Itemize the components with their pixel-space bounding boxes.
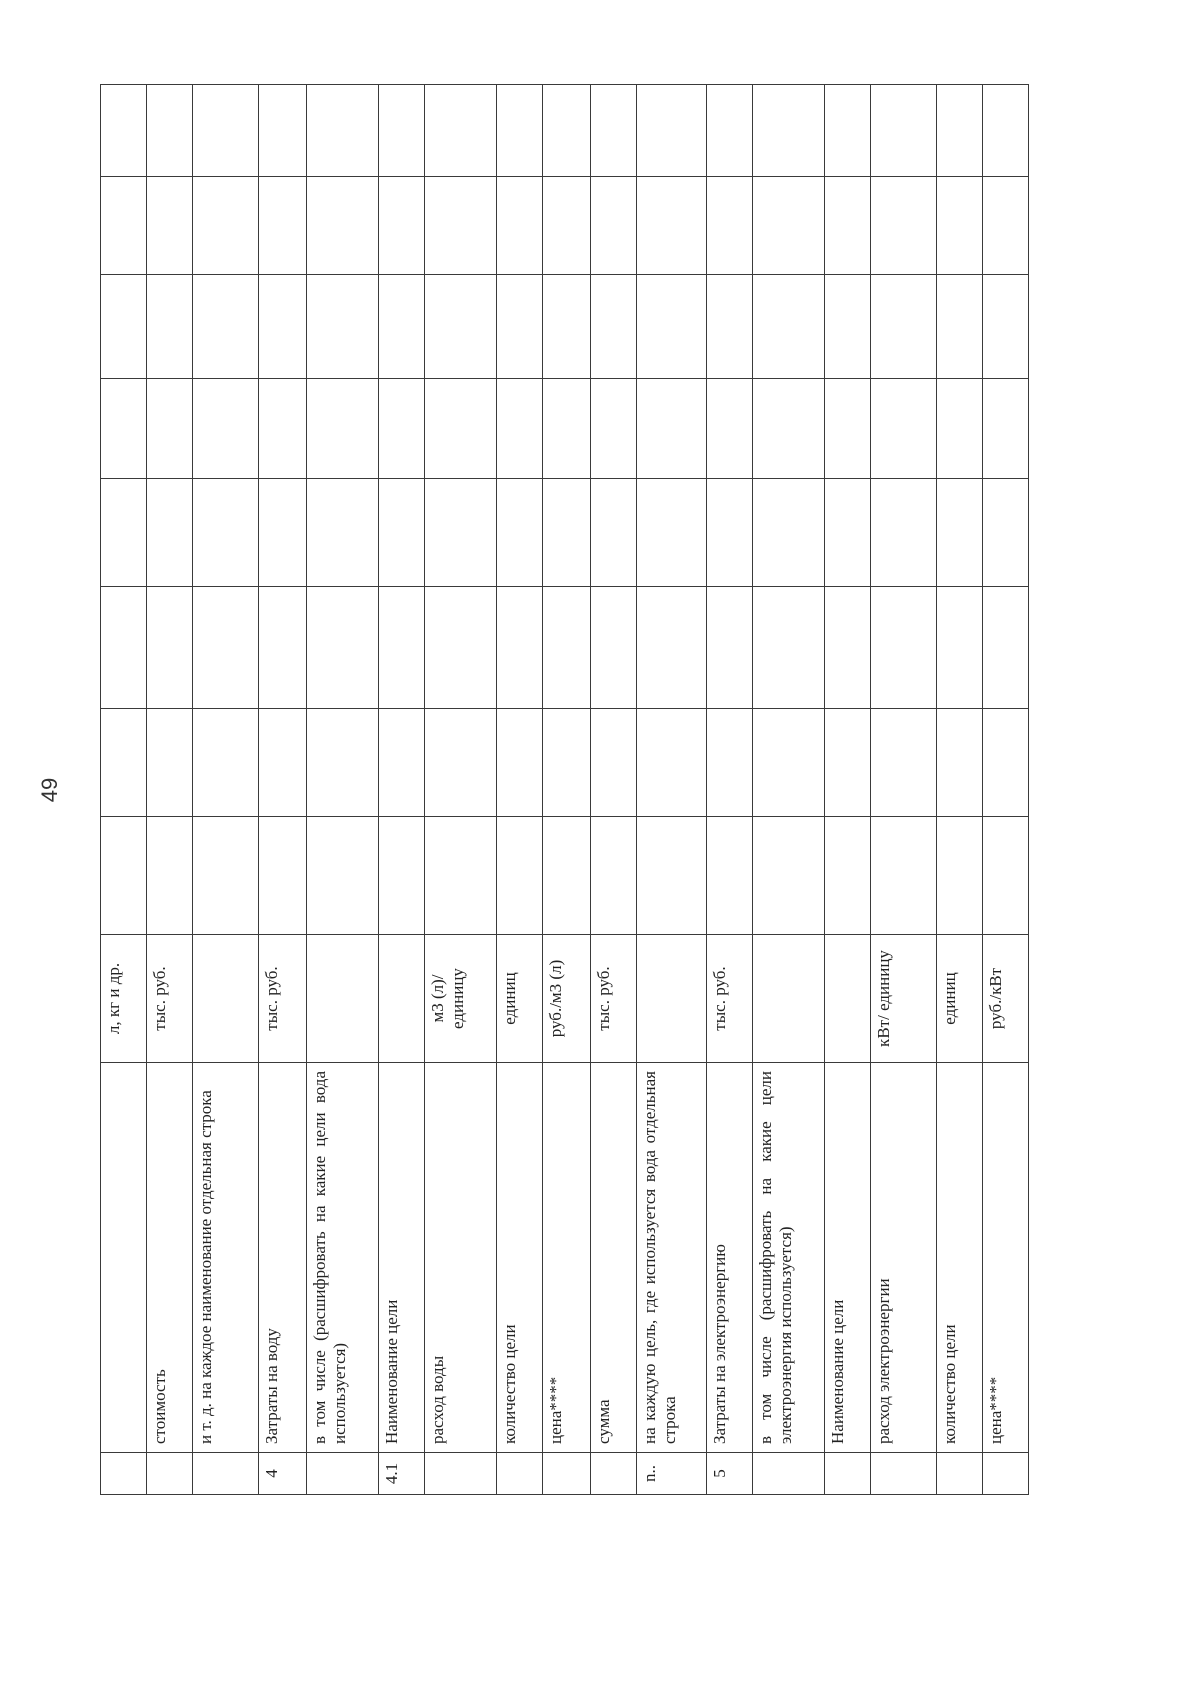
empty-value-cell [193, 479, 259, 587]
empty-value-cell [147, 817, 193, 935]
table-row [637, 85, 707, 1495]
empty-value-cell [937, 379, 983, 479]
table-row [425, 85, 497, 1495]
empty-value-cell [871, 275, 937, 379]
table-row [983, 85, 1029, 1495]
empty-value-cell [983, 85, 1029, 177]
empty-value-cell [307, 709, 379, 817]
empty-value-cell [101, 379, 147, 479]
row-description-cell: в том числе (расшифровать на какие цели электроэнергия используется) [753, 1063, 825, 1453]
empty-value-cell [425, 479, 497, 587]
empty-value-cell [707, 587, 753, 709]
empty-value-cell [543, 587, 591, 709]
empty-value-cell [937, 275, 983, 379]
row-unit-cell [825, 935, 871, 1063]
empty-value-cell [425, 85, 497, 177]
table-row [147, 85, 193, 1495]
empty-value-cell [307, 177, 379, 275]
row-description-cell: расход электроэнергии [871, 1063, 937, 1453]
table-row [101, 85, 147, 1495]
table-row [591, 85, 637, 1495]
empty-value-cell [425, 817, 497, 935]
row-description-cell: Затраты на воду [259, 1063, 307, 1453]
empty-value-cell [147, 379, 193, 479]
row-description-cell: в том числе (расшифровать на какие цели вода используется) [307, 1063, 379, 1453]
empty-value-cell [825, 379, 871, 479]
empty-value-cell [637, 275, 707, 379]
empty-value-cell [497, 817, 543, 935]
empty-value-cell [379, 379, 425, 479]
empty-value-cell [307, 379, 379, 479]
row-unit-cell [379, 935, 425, 1063]
empty-value-cell [591, 709, 637, 817]
row-description-cell: расход воды [425, 1063, 497, 1453]
empty-value-cell [707, 177, 753, 275]
row-unit-cell: руб./кВт [983, 935, 1029, 1063]
empty-value-cell [983, 275, 1029, 379]
empty-value-cell [983, 587, 1029, 709]
row-description-cell: Наименование цели [825, 1063, 871, 1453]
empty-value-cell [193, 85, 259, 177]
empty-value-cell [193, 177, 259, 275]
empty-value-cell [753, 177, 825, 275]
empty-value-cell [871, 817, 937, 935]
empty-value-cell [825, 709, 871, 817]
empty-value-cell [937, 587, 983, 709]
empty-value-cell [259, 177, 307, 275]
empty-value-cell [379, 709, 425, 817]
row-number-cell [753, 1453, 825, 1495]
empty-value-cell [707, 479, 753, 587]
empty-value-cell [591, 587, 637, 709]
empty-value-cell [307, 817, 379, 935]
empty-value-cell [637, 709, 707, 817]
empty-value-cell [937, 709, 983, 817]
row-description-cell: и т. д. на каждое наименование отдельная строка [193, 1063, 259, 1453]
empty-value-cell [497, 379, 543, 479]
table-row [753, 85, 825, 1495]
empty-value-cell [825, 587, 871, 709]
table-row [193, 85, 259, 1495]
empty-value-cell [825, 275, 871, 379]
empty-value-cell [379, 479, 425, 587]
empty-value-cell [101, 479, 147, 587]
row-number-cell: 4.1 [379, 1453, 425, 1495]
empty-value-cell [983, 177, 1029, 275]
empty-value-cell [707, 379, 753, 479]
empty-value-cell [753, 85, 825, 177]
empty-value-cell [193, 379, 259, 479]
row-unit-cell: кВт/ единицу [871, 935, 937, 1063]
row-description-cell: Наименование цели [379, 1063, 425, 1453]
empty-value-cell [497, 85, 543, 177]
table-row [543, 85, 591, 1495]
empty-value-cell [637, 85, 707, 177]
empty-value-cell [425, 177, 497, 275]
empty-value-cell [379, 177, 425, 275]
row-number-cell [193, 1453, 259, 1495]
empty-value-cell [543, 379, 591, 479]
empty-value-cell [637, 587, 707, 709]
empty-value-cell [379, 587, 425, 709]
empty-value-cell [591, 85, 637, 177]
table-row [825, 85, 871, 1495]
empty-value-cell [937, 177, 983, 275]
row-unit-cell: тыс. руб. [707, 935, 753, 1063]
empty-value-cell [637, 379, 707, 479]
row-number-cell: n.. [637, 1453, 707, 1495]
empty-value-cell [425, 587, 497, 709]
empty-value-cell [825, 479, 871, 587]
row-description-cell: количество цели [937, 1063, 983, 1453]
empty-value-cell [101, 587, 147, 709]
empty-value-cell [259, 479, 307, 587]
empty-value-cell [379, 275, 425, 379]
empty-value-cell [871, 177, 937, 275]
empty-value-cell [937, 817, 983, 935]
empty-value-cell [259, 817, 307, 935]
empty-value-cell [707, 817, 753, 935]
empty-value-cell [193, 587, 259, 709]
row-description-cell: цена**** [983, 1063, 1029, 1453]
row-number-cell [543, 1453, 591, 1495]
empty-value-cell [591, 177, 637, 275]
row-number-cell [147, 1453, 193, 1495]
empty-value-cell [871, 379, 937, 479]
empty-value-cell [753, 379, 825, 479]
table-row [307, 85, 379, 1495]
row-unit-cell: м3 (л)/ единицу [425, 935, 497, 1063]
empty-value-cell [825, 85, 871, 177]
empty-value-cell [591, 817, 637, 935]
empty-value-cell [825, 817, 871, 935]
empty-value-cell [637, 177, 707, 275]
table-row [497, 85, 543, 1495]
empty-value-cell [193, 817, 259, 935]
empty-value-cell [497, 587, 543, 709]
cost-table [100, 84, 1029, 1495]
empty-value-cell [259, 709, 307, 817]
empty-value-cell [147, 479, 193, 587]
empty-value-cell [147, 275, 193, 379]
empty-value-cell [259, 587, 307, 709]
empty-value-cell [591, 379, 637, 479]
empty-value-cell [425, 709, 497, 817]
empty-value-cell [825, 177, 871, 275]
table-row [379, 85, 425, 1495]
row-number-cell [937, 1453, 983, 1495]
empty-value-cell [259, 275, 307, 379]
row-number-cell [497, 1453, 543, 1495]
empty-value-cell [379, 85, 425, 177]
empty-value-cell [193, 709, 259, 817]
row-number-cell [307, 1453, 379, 1495]
row-description-cell: количество цели [497, 1063, 543, 1453]
empty-value-cell [871, 709, 937, 817]
empty-value-cell [497, 479, 543, 587]
empty-value-cell [147, 85, 193, 177]
empty-value-cell [937, 85, 983, 177]
empty-value-cell [591, 275, 637, 379]
empty-value-cell [753, 479, 825, 587]
row-unit-cell: л, кг и др. [101, 935, 147, 1063]
row-number-cell [425, 1453, 497, 1495]
empty-value-cell [101, 709, 147, 817]
empty-value-cell [497, 177, 543, 275]
empty-value-cell [425, 379, 497, 479]
row-unit-cell: тыс. руб. [147, 935, 193, 1063]
row-number-cell [825, 1453, 871, 1495]
empty-value-cell [147, 587, 193, 709]
row-description-cell [101, 1063, 147, 1453]
rotated-table-container [100, 85, 1100, 1495]
row-number-cell [101, 1453, 147, 1495]
empty-value-cell [101, 275, 147, 379]
empty-value-cell [637, 479, 707, 587]
empty-value-cell [637, 817, 707, 935]
empty-value-cell [101, 817, 147, 935]
empty-value-cell [983, 479, 1029, 587]
empty-value-cell [707, 709, 753, 817]
row-number-cell [591, 1453, 637, 1495]
row-description-cell: сумма [591, 1063, 637, 1453]
row-description-cell: цена**** [543, 1063, 591, 1453]
row-description-cell: стоимость [147, 1063, 193, 1453]
row-number-cell: 5 [707, 1453, 753, 1495]
row-description-cell: на каждую цель, где используется вода отдельная строка [637, 1063, 707, 1453]
row-unit-cell: руб./м3 (л) [543, 935, 591, 1063]
empty-value-cell [259, 379, 307, 479]
empty-value-cell [307, 587, 379, 709]
empty-value-cell [591, 479, 637, 587]
empty-value-cell [753, 587, 825, 709]
table-row [871, 85, 937, 1495]
table-row [707, 85, 753, 1495]
empty-value-cell [543, 275, 591, 379]
empty-value-cell [497, 709, 543, 817]
empty-value-cell [937, 479, 983, 587]
empty-value-cell [871, 587, 937, 709]
empty-value-cell [753, 275, 825, 379]
row-unit-cell: единиц [937, 935, 983, 1063]
row-unit-cell: тыс. руб. [591, 935, 637, 1063]
empty-value-cell [707, 275, 753, 379]
empty-value-cell [543, 817, 591, 935]
empty-value-cell [307, 85, 379, 177]
row-unit-cell [307, 935, 379, 1063]
empty-value-cell [425, 275, 497, 379]
row-unit-cell: единиц [497, 935, 543, 1063]
empty-value-cell [983, 709, 1029, 817]
row-unit-cell: тыс. руб. [259, 935, 307, 1063]
empty-value-cell [871, 85, 937, 177]
row-number-cell: 4 [259, 1453, 307, 1495]
empty-value-cell [193, 275, 259, 379]
empty-value-cell [753, 709, 825, 817]
empty-value-cell [259, 85, 307, 177]
empty-value-cell [307, 275, 379, 379]
empty-value-cell [543, 479, 591, 587]
row-unit-cell [637, 935, 707, 1063]
row-unit-cell [753, 935, 825, 1063]
table-row [259, 85, 307, 1495]
empty-value-cell [871, 479, 937, 587]
empty-value-cell [707, 85, 753, 177]
empty-value-cell [147, 709, 193, 817]
empty-value-cell [497, 275, 543, 379]
empty-value-cell [101, 85, 147, 177]
table-row [937, 85, 983, 1495]
row-unit-cell [193, 935, 259, 1063]
empty-value-cell [101, 177, 147, 275]
empty-value-cell [543, 177, 591, 275]
row-number-cell [871, 1453, 937, 1495]
page-number: 49 [37, 777, 63, 803]
empty-value-cell [147, 177, 193, 275]
empty-value-cell [543, 85, 591, 177]
empty-value-cell [543, 709, 591, 817]
empty-value-cell [307, 479, 379, 587]
empty-value-cell [983, 817, 1029, 935]
row-description-cell: Затраты на электроэнергию [707, 1063, 753, 1453]
row-number-cell [983, 1453, 1029, 1495]
empty-value-cell [753, 817, 825, 935]
empty-value-cell [983, 379, 1029, 479]
empty-value-cell [379, 817, 425, 935]
